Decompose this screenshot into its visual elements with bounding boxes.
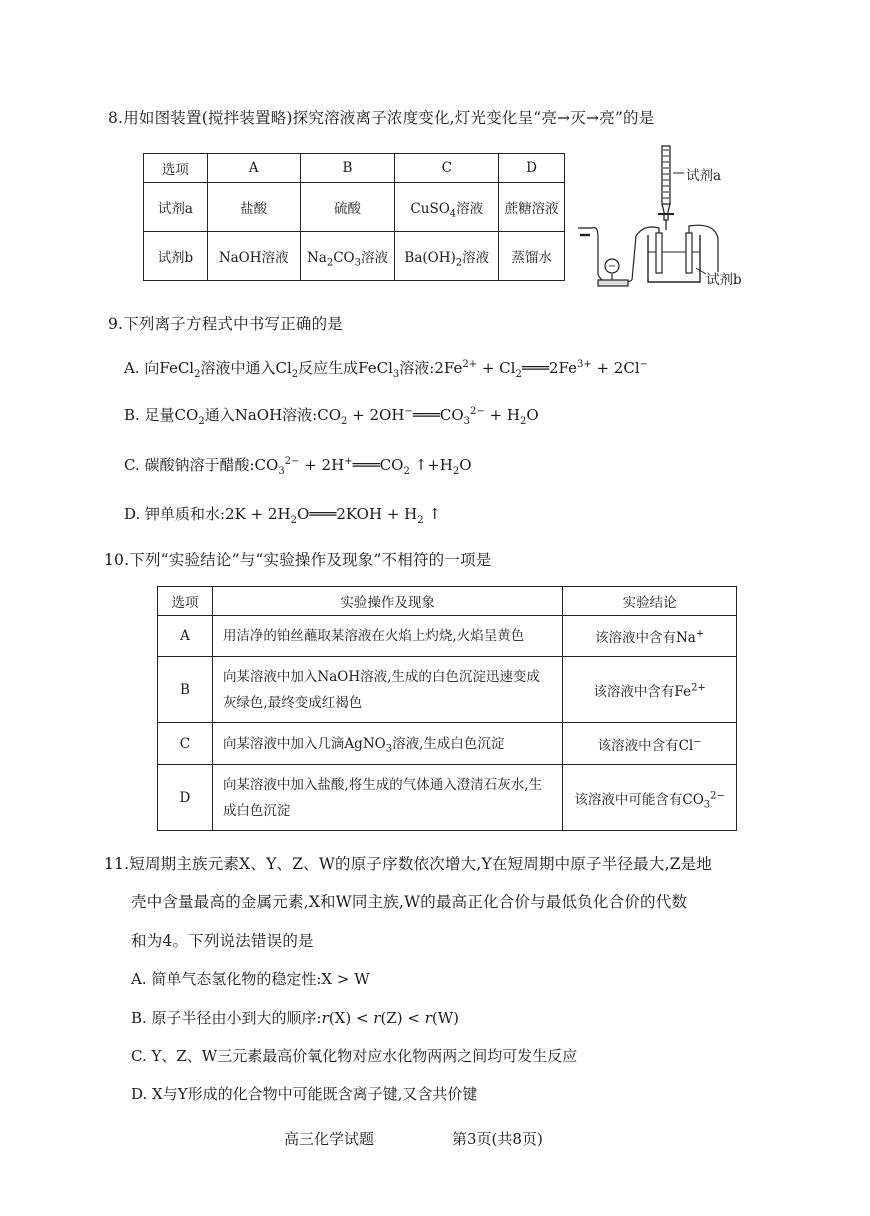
q9-option-A: A. 向FeCl$_2$溶液中通入$Cl_2$反应生成FeCl$_3$溶液$:2Fe^{2+}$ + $Cl_2═══2Fe^{3+} + 2Cl^-$	[124, 359, 649, 380]
footer-page-number: 第3页(共8页)	[452, 1130, 543, 1148]
footer-title: 高三化学试题	[284, 1130, 375, 1148]
q10-header-operation: 实验操作及现象	[212, 587, 562, 616]
q11-option-A: A. 简单气态氢化物的稳定性:X > W	[131, 970, 370, 988]
q8-header-D: D	[499, 154, 565, 183]
q10-stem: 10.下列“实验结论”与“实验操作及现象”不相符的一项是	[104, 551, 492, 569]
q11-option-B: B. 原子半径由小到大的顺序:r(X) < r(Z) < r(W)	[131, 1009, 459, 1027]
q8-label-reagent-b: 试剂b	[706, 272, 742, 288]
q8-row-a-label: 试剂a	[144, 183, 208, 232]
q9-option-B: B. 足量$CO_2$通入NaOH溶液$:CO_2$ + $2OH^-═══CO_3^{2-} + H_2O$	[124, 406, 539, 427]
q8-b-C: $Ba(OH)_2$溶液	[395, 232, 499, 281]
q10-row-D-operation: 向某溶液中加入盐酸,将生成的气体通入澄清石灰水,生成白色沉淀	[212, 765, 562, 831]
table-row	[158, 723, 737, 765]
table-row	[158, 657, 737, 723]
q8-header-C: C	[395, 154, 499, 183]
q10-row-C-conclusion: 该溶液中含有Cl−	[563, 723, 737, 765]
q10-row-A-operation: 用洁净的铂丝蘸取某溶液在火焰上灼烧,火焰呈黄色	[212, 616, 562, 657]
q8-header-A: A	[207, 154, 300, 183]
q10-row-B-conclusion: 该溶液中含有$Fe^{2+}$	[563, 657, 737, 723]
q10-header-conclusion: 实验结论	[563, 587, 737, 616]
q11-stem-line2: 壳中含量最高的金属元素,X和W同主族,W的最高正化合价与最低负化合价的代数	[131, 893, 688, 911]
q8-table	[143, 153, 565, 281]
q9-option-D: D. 钾单质和水:2K + $2H_2O═══2KOH + H_2$ ↑	[124, 505, 441, 526]
q10-header-option: 选项	[158, 587, 213, 616]
q10-table	[157, 586, 737, 831]
q10-row-D-option: D	[158, 765, 213, 831]
q10-row-A-conclusion: 该溶液中含有Na+	[563, 616, 737, 657]
q8-a-A: 盐酸	[207, 183, 300, 232]
q10-row-C-option: C	[158, 723, 213, 765]
q10-row-A-option: A	[158, 616, 213, 657]
table-row	[158, 616, 737, 657]
q10-row-D-conclusion: 该溶液中可能含有$CO_3^{2-}$	[563, 765, 737, 831]
q9-option-C: C. 碳酸钠溶于醋酸$:CO_3^{2-}$ + $2H^+═══CO_2$ $↑+H_2O$	[124, 456, 472, 477]
q8-a-C: CuSO$_4$溶液	[395, 183, 499, 232]
q11-option-D: D. X与Y形成的化合物中可能既含离子键,又含共价键	[131, 1085, 478, 1103]
q9-stem: 9.下列离子方程式中书写正确的是	[108, 315, 343, 333]
q10-row-C-operation: 向某溶液中加入几滴AgNO$_3$溶液,生成白色沉淀	[212, 723, 562, 765]
q8-b-D: 蒸馏水	[499, 232, 565, 281]
q11-stem-line3: 和为4。下列说法错误的是	[131, 932, 314, 950]
q8-b-B: $Na_2CO_3$溶液	[300, 232, 395, 281]
q11-stem-line1: 11.短周期主族元素X、Y、Z、W的原子序数依次增大,Y在短周期中原子半径最大,Z是地	[104, 855, 713, 873]
q8-row-b-label: 试剂b	[144, 232, 208, 281]
q10-row-B-option: B	[158, 657, 213, 723]
q8-a-D: 蔗糖溶液	[499, 183, 565, 232]
q8-label-reagent-a: 试剂a	[686, 168, 722, 184]
q10-row-B-operation: 向某溶液中加入NaOH溶液,生成的白色沉淀迅速变成灰绿色,最终变成红褐色	[212, 657, 562, 723]
q11-option-C: C. Y、Z、W三元素最高价氧化物对应水化物两两之间均可发生反应	[131, 1047, 578, 1065]
q8-b-A: NaOH溶液	[207, 232, 300, 281]
q8-header-option: 选项	[144, 154, 208, 183]
table-row	[158, 765, 737, 831]
q8-a-B: 硫酸	[300, 183, 395, 232]
q8-stem: 8.用如图装置(搅拌装置略)探究溶液离子浓度变化,灯光变化呈“亮→灭→亮”的是	[108, 109, 655, 127]
q8-header-B: B	[300, 154, 395, 183]
